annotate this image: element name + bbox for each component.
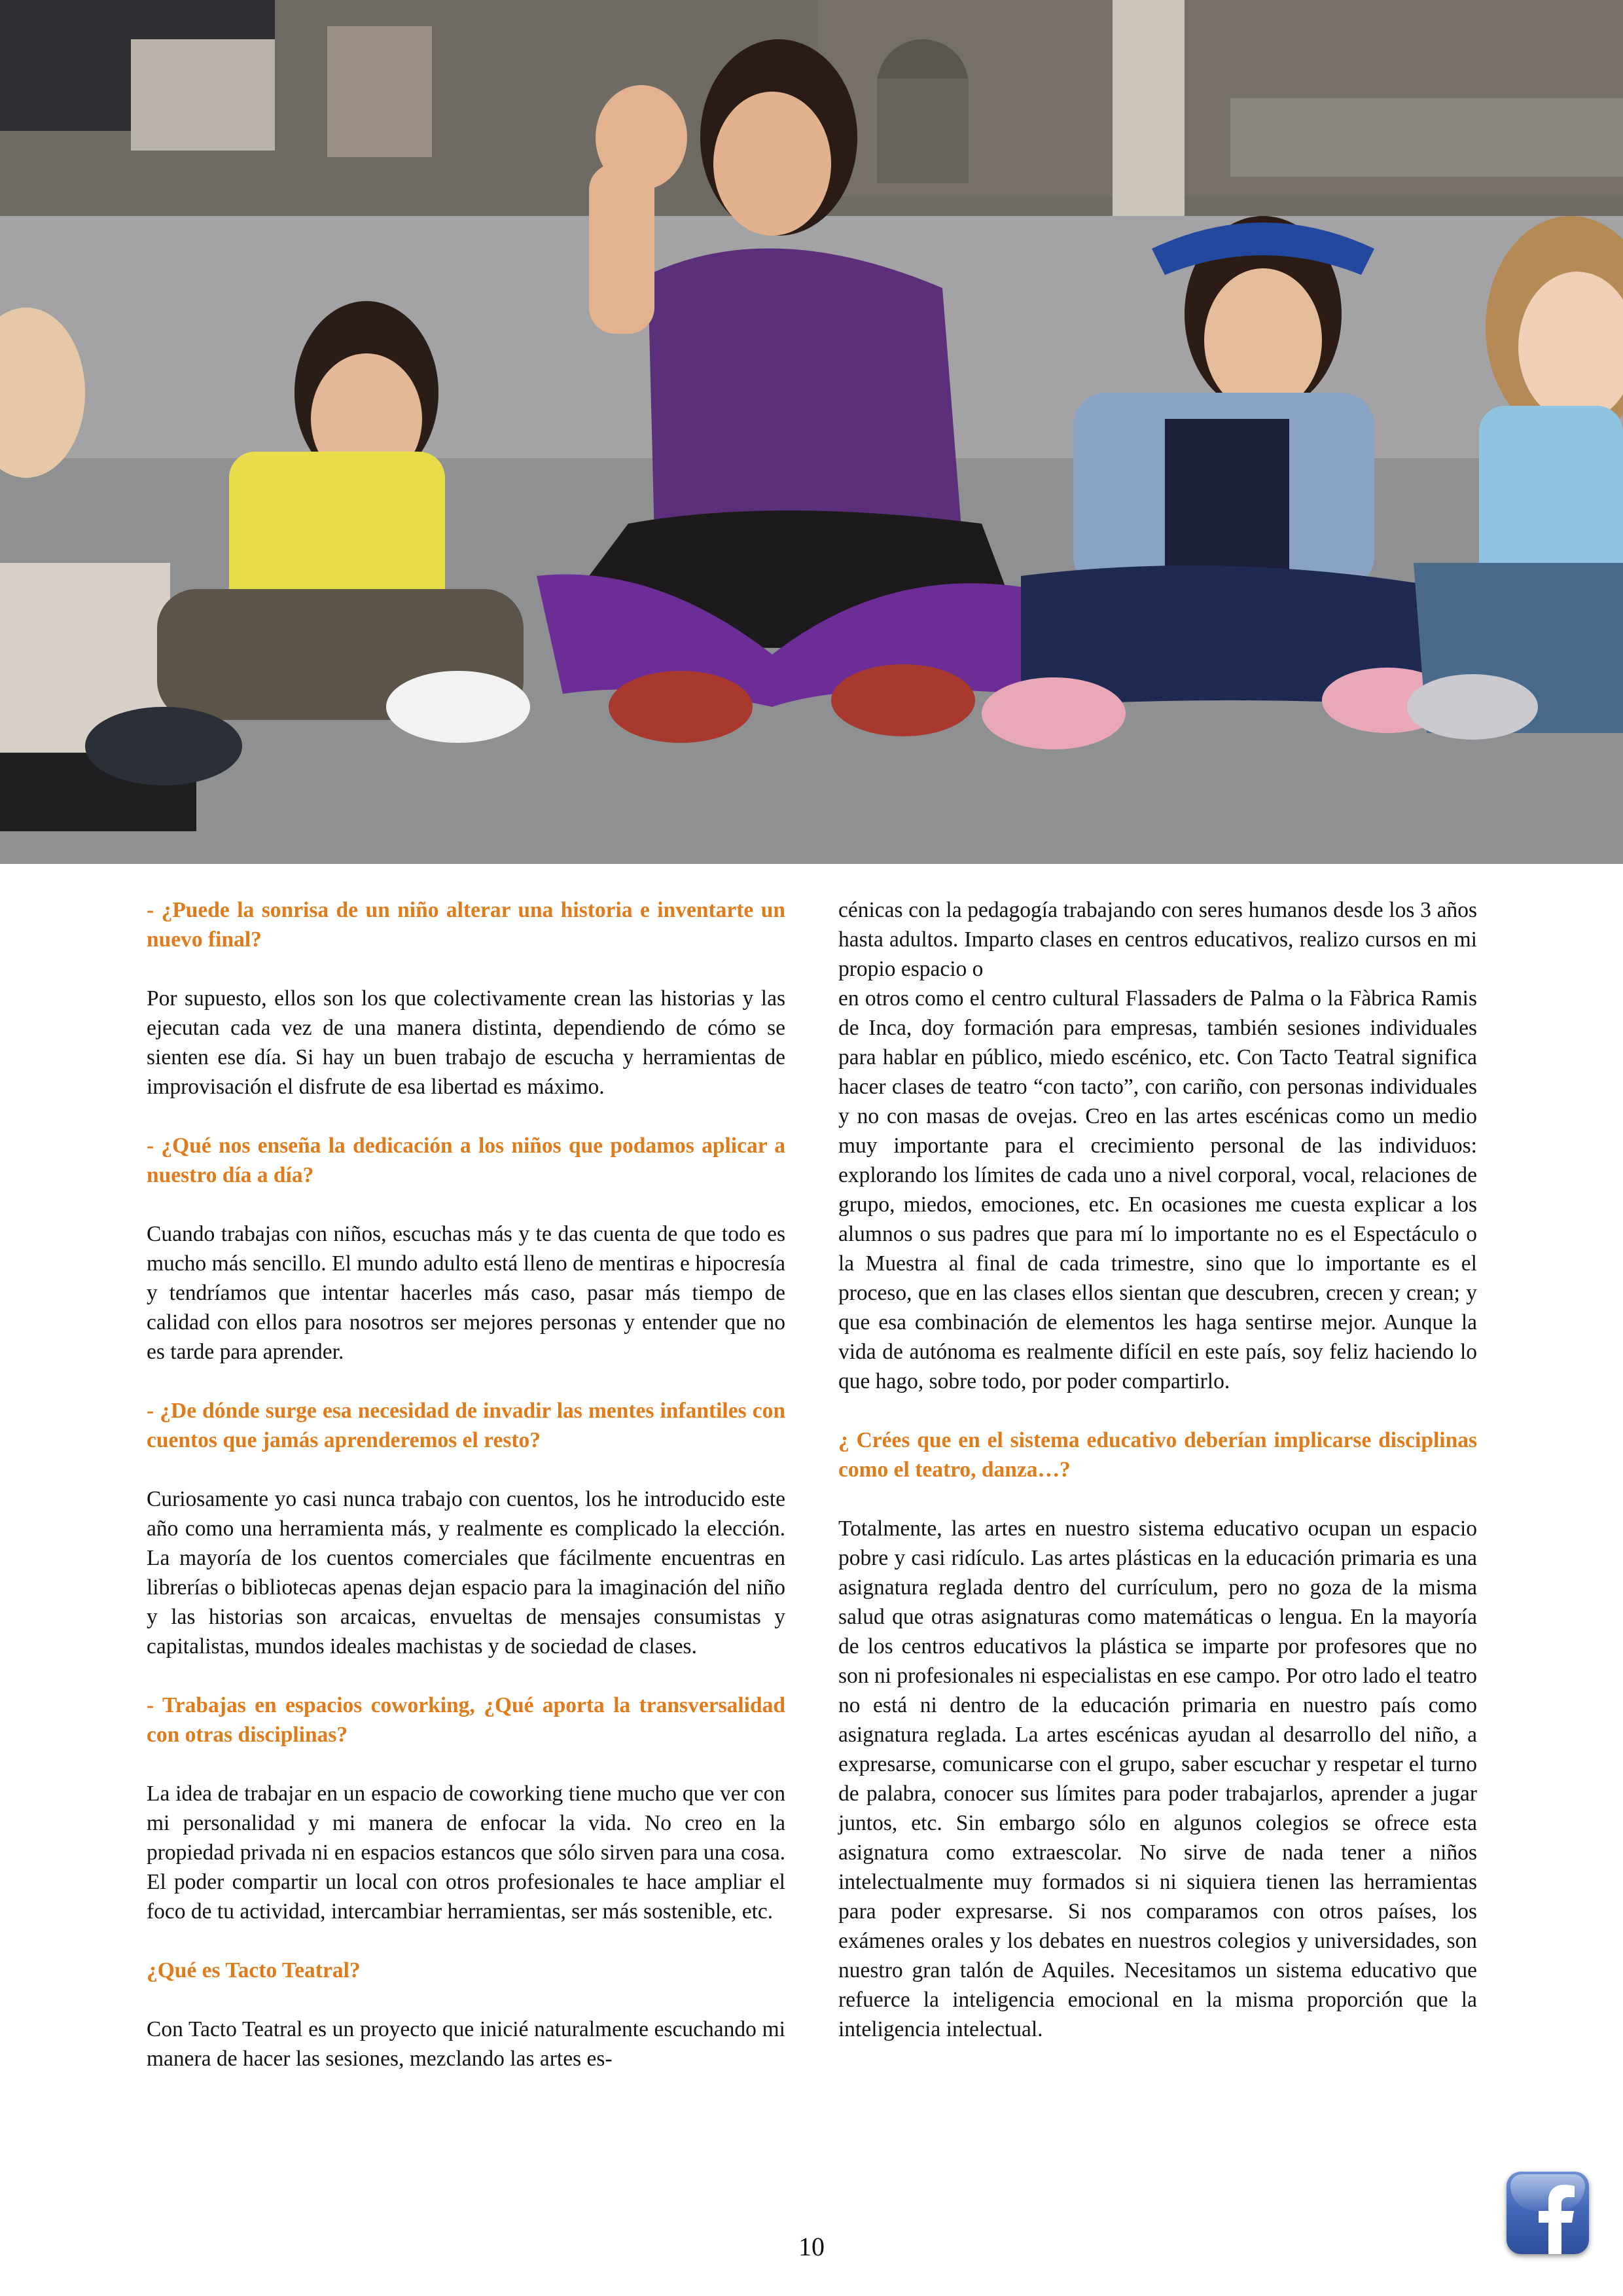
woman-face [713, 92, 831, 236]
girl-yellow-shoe [386, 671, 530, 743]
background-chairs [1230, 98, 1623, 177]
woman-arm-raised [589, 164, 654, 334]
background-person-1 [131, 39, 275, 151]
answer-text: en otros como el centro cultural Flassaders de Palma o la Fàbrica Ramis de Inca, doy formación para empresas, también sesiones individuales para hablar en público, miedo escénico, etc. Con Tacto Teatral significa hacer clases de teatro “con tacto”, con cariño, con personas individuales y no con masas de ovejas. Creo en las artes escénicas como un medio muy importante para el crecimiento personal de las individuos: explorando los límites de cada uno a nivel corporal, vocal, relaciones de grupo, miedos, emociones, etc. En ocasiones me cuesta explicar a los alumnos o sus padres que para mí lo importante no es el Espectáculo o la Muestra al final de cada trimestre, sino que lo importante es el proceso, que en las clases ellos sientan que descubren, crecen y crean; y que esa combinación de elementos les haga sentirse mejor. Aunque la vida de autónoma es realmente difícil en este país, soy feliz haciendo lo que hago, sobre todo, por poder compartirlo. [838, 986, 1477, 1393]
question-text: ¿Qué es Tacto Teatral? [147, 1958, 361, 1982]
header-photo [0, 0, 1623, 864]
question-text: - ¿De dónde surge esa necesidad de invadir las mentes infantiles con cuentos que jamás aprenderemos el resto? [147, 1399, 785, 1452]
answer-text: Cuando trabajas con niños, escuchas más y te das cuenta de que todo es mucho más sencillo. El mundo adulto está lleno de mentiras e hipocresía y tendríamos que intentar hacerles más caso, pasar más tiempo de calidad con ellos para nosotros ser mejores personas y entender que no es tarde para aprender. [147, 1222, 785, 1364]
girl-denim-face [1204, 268, 1322, 412]
woman-shoe-right [831, 664, 975, 736]
photo-illustration [0, 0, 1623, 864]
woman-shirt [648, 249, 962, 550]
facebook-icon[interactable] [1507, 2172, 1589, 2254]
girl-denim-shirt [1165, 419, 1289, 589]
girl-right-shoe [1407, 674, 1538, 740]
answer-text: cénicas con la pedagogía trabajando con seres humanos desde los 3 años hasta adultos. Imparto clases en centros educativos, realizo cursos en mi propio espacio o [838, 898, 1477, 981]
answer-text: La idea de trabajar en un espacio de coworking tiene mucho que ver con mi personalidad y mi manera de enfocar la vida. No creo en la propiedad privada ni en espacios estancos que sólo sirven para una cosa. El poder compartir un local con otros profesionales te hace ampliar el foco de tu actividad, intercambiar herramientas, ser más sostenible, etc. [147, 1782, 785, 1924]
answer-text: Con Tacto Teatral es un proyecto que inicié naturalmente escuchando mi manera de hacer las sesiones, mezclando las artes es- [147, 2017, 785, 2071]
question-text: - ¿Qué nos enseña la dedicación a los niños que podamos aplicar a nuestro día a día? [147, 1134, 785, 1187]
background-bin-body [877, 79, 969, 183]
girl-yellow-sneaker [85, 707, 242, 785]
article-column-right [838, 895, 1477, 2044]
woman-shoe-left [609, 671, 753, 743]
question-text: ¿ Crées que en el sistema educativo deberían implicarse disciplinas como el teatro, danza…? [838, 1428, 1477, 1482]
background-column [1113, 0, 1185, 236]
girl-denim-shoe-left [982, 677, 1126, 749]
answer-text: Curiosamente yo casi nunca trabajo con cuentos, los he introducido este año como una herramienta más, y realmente es complicado la elección. La mayoría de los cuentos comerciales que fácilmente encuentras en librerías o bibliotecas apenas dejan espacio para la imaginación del niño y las historias son arcaicas, envueltas de mensajes consumistas y capitalistas, mundos ideales machistas y de sociedad de clases. [147, 1487, 785, 1659]
question-text: - ¿Puede la sonrisa de un niño alterar una historia e inventarte un nuevo final? [147, 898, 785, 952]
answer-text: Totalmente, las artes en nuestro sistema educativo ocupan un espacio pobre y casi ridículo. Las artes plásticas en la educación primaria es una asignatura reglada dentro del currículum, pero no goza de la misma salud que otras asignaturas como matemáticas o lengua. En la mayoría de los centros educativos la plástica se imparte por profesores que no son ni profesionales ni especialistas en ese campo. Por otro lado el teatro no está ni dentro de la educación primaria en nuestro país como asignatura reglada. La artes escénicas ayudan al desarrollo del niño, a expresarse, comunicarse con el grupo, saber escuchar y respetar el turno de palabra, conocer sus límites para poder trabajarlos, aprender a jugar juntos, etc. Sin embargo sólo en algunos colegios se ofrece esta asignatura como extraescolar. No sirve de nada tener a niños intelectualmente muy formados si ni siquiera tienen las herramientas para poder expresarse. Si nos comparamos con otros países, los exámenes orales y los debates en nuestros colegios y universidades, son nuestro gran talón de Aquiles. Necesitamos un sistema educativo que refuerce la inteligencia emocional en la misma proporción que la inteligencia intelectual. [838, 1516, 1477, 2041]
answer-text: Por supuesto, ellos son los que colectivamente crean las historias y las ejecutan cada vez de una manera distinta, dependiendo de cómo se sienten ese día. Si hay un buen trabajo de escucha y herramientas de improvisación el disfrute de esa libertad es máximo. [147, 986, 785, 1099]
facebook-f-glyph [1507, 2172, 1589, 2254]
question-text: - Trabajas en espacios coworking, ¿Qué aporta la transversalidad con otras disciplinas? [147, 1693, 785, 1747]
article-column-left [147, 895, 785, 2073]
background-person-2 [327, 26, 432, 157]
page-number: 10 [798, 2232, 825, 2261]
